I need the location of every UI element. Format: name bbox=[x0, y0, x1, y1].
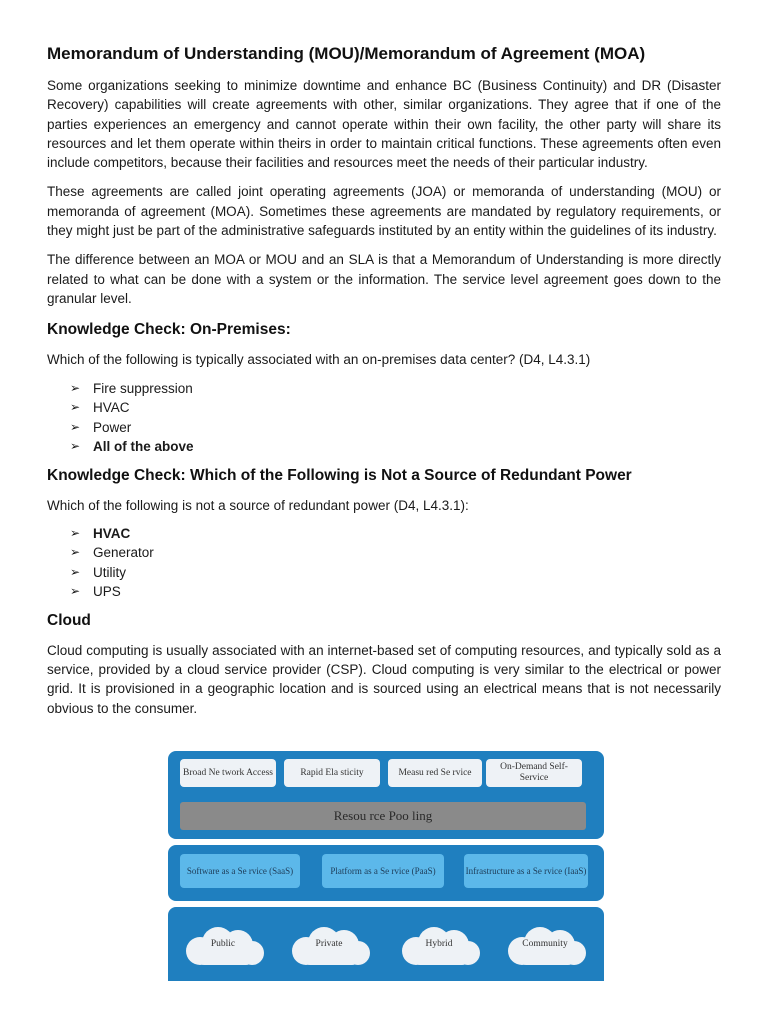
service-model-box: Software as a Se rvice (SaaS) bbox=[180, 854, 300, 888]
paragraph: These agreements are called joint operating agreements (JOA) or memoranda of understanding (MOU) or memoranda of agreement (MOA). Sometimes these agreements are mandated by regulatory requirements, or they might just be part of the administrative safeguards instituted by an entity within the guidelines of its industry. bbox=[47, 184, 721, 239]
cloud-shape bbox=[500, 921, 590, 971]
characteristic-chip: Rapid Ela sticity bbox=[284, 759, 380, 787]
arrow-bullet-icon: ➢ bbox=[70, 380, 81, 395]
list-item: ➢ HVAC bbox=[70, 398, 721, 418]
characteristic-chip: Measu red Se rvice bbox=[388, 759, 482, 787]
deployment-models-band bbox=[168, 907, 604, 981]
cloud-heading: Cloud bbox=[47, 611, 91, 629]
option-list bbox=[47, 379, 721, 457]
arrow-bullet-icon: ➢ bbox=[70, 419, 81, 434]
knowledge-check-title: Knowledge Check: On-Premises: bbox=[47, 321, 291, 339]
paragraph: Some organizations seeking to minimize downtime and enhance BC (Business Continuity) and DR (Disaster Recovery) capabilities will create agreements with other, similar organizations. They agree that if one of the parties experiences an emergency and cannot operate within their own facility, the other party will share its resources and let them operate within theirs in order to maintain critical functions. These agreements often even include competitors, because their facilities and resources meet the needs of their particular industry. bbox=[47, 78, 721, 171]
resource-pooling-bar: Resou rce Poo ling bbox=[180, 802, 586, 830]
cloud-shape bbox=[178, 921, 268, 971]
section-title: Memorandum of Understanding (MOU)/Memorandum of Agreement (MOA) bbox=[47, 44, 646, 63]
deployment-label: Private bbox=[315, 939, 343, 949]
deployment-label: Community bbox=[522, 939, 568, 949]
deployment-label: Hybrid bbox=[425, 939, 453, 949]
list-item: ➢ Utility bbox=[70, 563, 721, 583]
list-item-answer: ➢ All of the above bbox=[70, 437, 721, 457]
service-model-box: Platform as a Se rvice (PaaS) bbox=[322, 854, 444, 888]
arrow-bullet-icon: ➢ bbox=[70, 525, 81, 540]
document-content bbox=[47, 44, 721, 728]
deployment-label: Public bbox=[210, 939, 236, 949]
list-item: ➢ UPS bbox=[70, 582, 721, 602]
arrow-bullet-icon: ➢ bbox=[70, 545, 81, 560]
question: Which of the following is not a source of redundant power (D4, L4.3.1): bbox=[47, 497, 469, 513]
cloud-diagram bbox=[168, 751, 604, 981]
paragraph: The difference between an MOA or MOU and an SLA is that a Memorandum of Understanding is more directly related to what can be done with a system or the information. The service level agreement goes down to the granular level. bbox=[47, 252, 721, 306]
paragraph: Cloud computing is usually associated with an internet-based set of computing resources, and typically sold as a service, provided by a cloud service provider (CSP). Cloud computing is very similar to the electrical or power grid. It is provisioned in a geographic location and is sourced using an electrical means that is not necessarily obvious to the consumer. bbox=[47, 642, 721, 716]
service-models-band bbox=[168, 845, 604, 901]
list-item: ➢ Power bbox=[70, 418, 721, 438]
characteristic-chip: Broad Ne twork Access bbox=[180, 759, 276, 787]
list-item: ➢ Generator bbox=[70, 543, 721, 563]
option-list bbox=[47, 524, 721, 602]
cloud-shape bbox=[394, 921, 484, 971]
characteristics-band bbox=[168, 751, 604, 839]
list-item-answer: ➢ HVAC bbox=[70, 524, 721, 544]
arrow-bullet-icon: ➢ bbox=[70, 584, 81, 599]
knowledge-check-title: Knowledge Check: Which of the Following is Not a Source of Redundant Power bbox=[47, 466, 632, 484]
cloud-shape bbox=[284, 921, 374, 971]
list-item: ➢ Fire suppression bbox=[70, 379, 721, 399]
characteristic-chip: On-Demand Self-Service bbox=[486, 759, 582, 787]
service-model-box: Infrastructure as a Se rvice (IaaS) bbox=[464, 854, 588, 888]
arrow-bullet-icon: ➢ bbox=[70, 564, 81, 579]
arrow-bullet-icon: ➢ bbox=[70, 400, 81, 415]
arrow-bullet-icon: ➢ bbox=[70, 439, 81, 454]
question: Which of the following is typically associated with an on-premises data center? (D4, L4.3.1) bbox=[47, 352, 591, 368]
